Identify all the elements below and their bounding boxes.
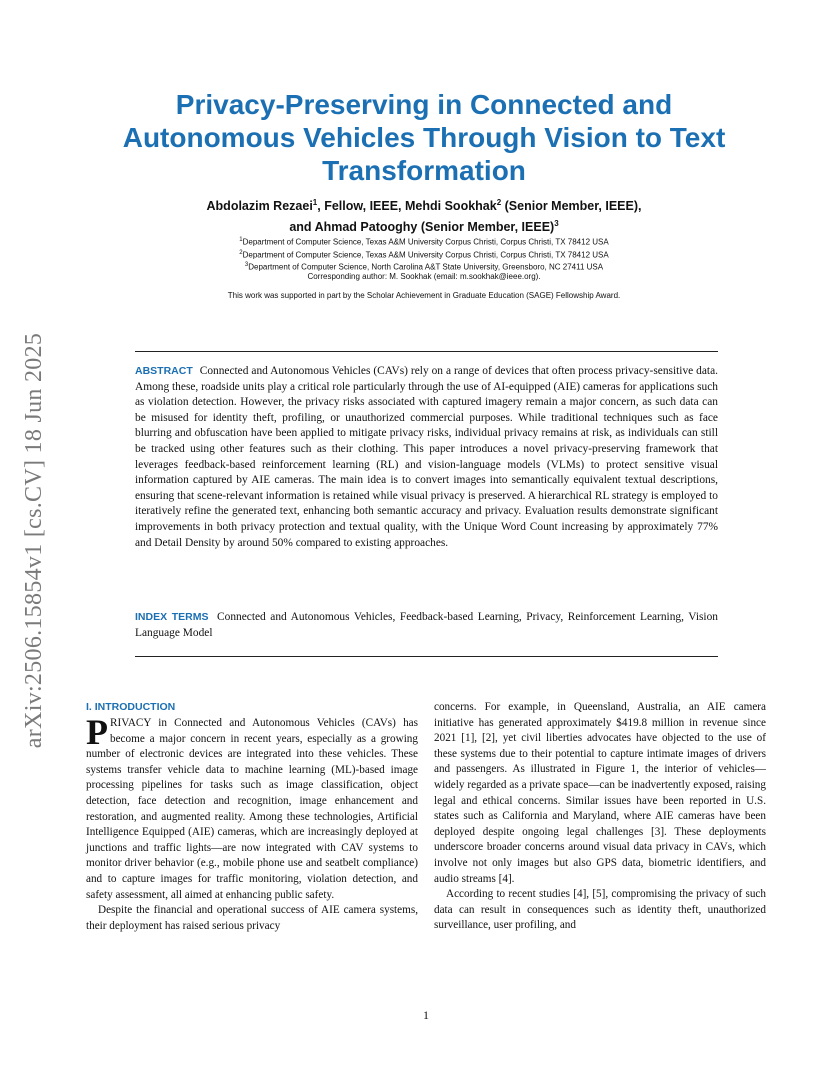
affiliation-line: $^3$Department of Computer Science, North Carolina A&T State University, Greensboro, NC 27411 USA xyxy=(244,262,604,272)
author-name: Ahmad Patooghy xyxy=(314,220,418,235)
author-sup: 2 xyxy=(496,198,502,207)
drop-cap: P xyxy=(86,712,108,752)
funding-note: This work was supported in part by the Scholar Achievement in Graduate Education (SAGE) Fellowship Award. xyxy=(227,291,621,300)
affiliation-line: $^1$Department of Computer Science, Texas A&M University Corpus Christi, Corpus Christi, TX 78412 USA xyxy=(239,237,609,247)
abstract-text: Connected and Autonomous Vehicles (CAVs) rely on a range of devices that often process privacy-sensitive data. Among these, roadside units play a critical role particularly through the use of AI-equipped (AIE) cameras for applications such as violation detection. However, the privacy risks associated with captured imagery remain a major concern, as such data can be misused for identity theft, profiling, or unauthorized commercial purposes. While traditional techniques such as face blurring and obfuscation have been applied to mitigate privacy risks, individual privacy remains at risk, as individuals can still be tracked using other features such as their clothing. This paper introduces a novel privacy-preserving framework that leverages feedback-based reinforcement learning (RL) and vision-language models (VLMs) to protect sensitive visual information captured by AIE cameras. The main idea is to convert images into semantically equivalent textual descriptions, ensuring that scene-relevant information is retained while visual privacy is preserved. A hierarchical RL strategy is employed to iteratively refine the generated text, enhancing both semantic accuracy and privacy. Evaluation results demonstrate significant improvements in both privacy protection and textual quality, with the Unique Word Count increasing by approximately 77% and Detail Density by around 50% compared to existing approaches. xyxy=(135,365,718,549)
author-sup: 1 xyxy=(312,198,318,207)
author-role: , Fellow, IEEE, xyxy=(317,199,406,214)
arxiv-id-text: arXiv:2506.15854v1 [cs.CV] 18 Jun 2025 xyxy=(21,332,48,748)
abstract-top-rule xyxy=(135,351,718,352)
abstract-bottom-rule xyxy=(135,656,718,657)
author-sup: 3 xyxy=(554,219,559,229)
intro-paragraph-3: According to recent studies [4], [5], compromising the privacy of such data can result in consequences such as identity theft, unauthorized surveillance, user profiling, and xyxy=(434,888,766,932)
intro-paragraph-2: Despite the financial and operational success of AIE camera systems, their deployment has raised serious privacy xyxy=(86,904,418,932)
abstract xyxy=(135,364,718,551)
intro-paragraph-1: PRIVACY in Connected and Autonomous Vehicles (CAVs) has become a major concern in recent years, especially as a growing number of electronic devices are integrated into these vehicles. These systems transfer vehicle data to machine learning (ML)-based image processing pipelines for tasks such as image classification, object detection, face detection and recognition, image enhancement and restoration, and augmented reality. Among these technologies, Artificial Intelligence Equipped (AIE) cameras, which are increasingly deployed at junctions and traffic lights—are now integrated with CAV systems to monitor driver behavior (e.g., mobile phone use and seatbelt compliance) and to capture images for traffic monitoring, violation detection, and safety assessment, all aimed at enhancing public safety. xyxy=(86,712,418,901)
abstract-label: ABSTRACT xyxy=(135,365,193,377)
author-role: (Senior Member, IEEE), xyxy=(501,199,642,214)
index-terms-text: Connected and Autonomous Vehicles, Feedback-based Learning, Privacy, Reinforcement Learning, Vision Language Model xyxy=(135,611,718,639)
index-terms-label: INDEX TERMS xyxy=(135,611,209,623)
paper-title: Privacy-Preserving in Connected and Autonomous Vehicles Through Vision to Text Transformation xyxy=(122,89,726,186)
intro-paragraph-2-cont: concerns. For example, in Queensland, Australia, an AIE camera initiative has generated approximately $419.8 million in revenue since 2021 [1], [2], yet civil liberties advocates have objected to the use of these systems due to their potential to capture intimate images of drivers and passengers. As illustrated in Figure 1, the interior of vehicles—widely regarded as a private space—can be inadvertently exposed, raising legal and ethical concerns. Similar issues have been reported in U.S. states such as California and Maryland, where AIE cameras have been deployed despite ongoing legal challenges [3]. These deployments underscore broader concerns around visual data privacy in CAVs, which involve not only images but also GPS data, biometric identifiers, and audio streams [4]. xyxy=(434,701,766,885)
affiliations xyxy=(120,235,728,273)
affiliation-line: $^2$Department of Computer Science, Texas A&M University Corpus Christi, Corpus Christi, TX 78412 USA xyxy=(239,249,609,260)
author-line-2 xyxy=(120,215,728,236)
author-name: Mehdi Sookhak xyxy=(405,199,497,214)
column-right xyxy=(434,700,766,934)
author-conjunction: and xyxy=(289,220,315,235)
arxiv-identifier xyxy=(22,300,48,780)
section-heading: I. INTRODUCTION xyxy=(86,701,176,713)
page-number: 1 xyxy=(423,1008,429,1022)
index-terms xyxy=(135,610,718,641)
author-line-1 xyxy=(120,194,728,215)
column-left xyxy=(86,700,418,934)
author-role: (Senior Member, IEEE) xyxy=(417,220,555,235)
corresponding-author: Corresponding author: M. Sookhak (email: m.sookhak@ieee.org). xyxy=(307,272,541,281)
author-list xyxy=(120,194,728,236)
author-name: Abdolazim Rezaei xyxy=(206,199,313,214)
